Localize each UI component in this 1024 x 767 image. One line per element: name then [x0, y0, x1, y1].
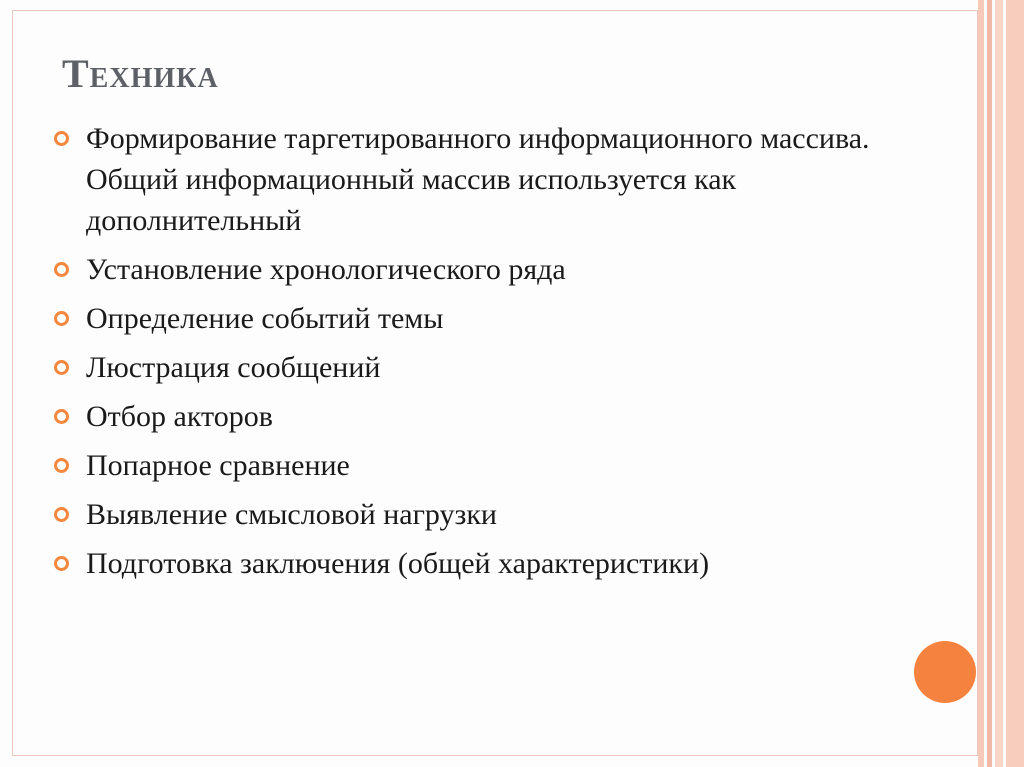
stripe	[1006, 0, 1024, 767]
stripe	[995, 0, 1003, 767]
bullet-item	[54, 543, 934, 584]
bullet-item	[54, 347, 934, 388]
hollow-circle-bullet-icon	[54, 409, 69, 424]
bullet-text: Выявление смысловой нагрузки	[86, 498, 497, 531]
hollow-circle-bullet-icon	[54, 262, 69, 277]
hollow-circle-bullet-icon	[54, 507, 69, 522]
bullet-text: Подготовка заключения (общей характеристики)	[86, 547, 710, 580]
hollow-circle-bullet-icon	[54, 556, 69, 571]
hollow-circle-bullet-icon	[54, 360, 69, 375]
orange-circle-icon	[914, 641, 976, 703]
bullet-text: Попарное сравнение	[86, 449, 350, 482]
bullet-text: Отбор акторов	[86, 400, 273, 433]
bullet-list	[54, 118, 934, 592]
bullet-item	[54, 396, 934, 437]
bullet-item	[54, 445, 934, 486]
slide-title: Техника	[62, 51, 219, 96]
bullet-text: Формирование таргетированного информационного массива. Общий информационный массив используется как дополнительный	[86, 122, 870, 237]
bullet-text: Установление хронологического ряда	[86, 253, 566, 286]
hollow-circle-bullet-icon	[54, 131, 69, 146]
bullet-item	[54, 249, 934, 290]
bullet-text: Определение событий темы	[86, 302, 444, 335]
bullet-item	[54, 118, 934, 241]
bullet-text: Люстрация сообщений	[86, 351, 381, 384]
hollow-circle-bullet-icon	[54, 458, 69, 473]
decorative-stripes	[978, 0, 1024, 767]
hollow-circle-bullet-icon	[54, 311, 69, 326]
bullet-item	[54, 494, 934, 535]
bullet-item	[54, 298, 934, 339]
